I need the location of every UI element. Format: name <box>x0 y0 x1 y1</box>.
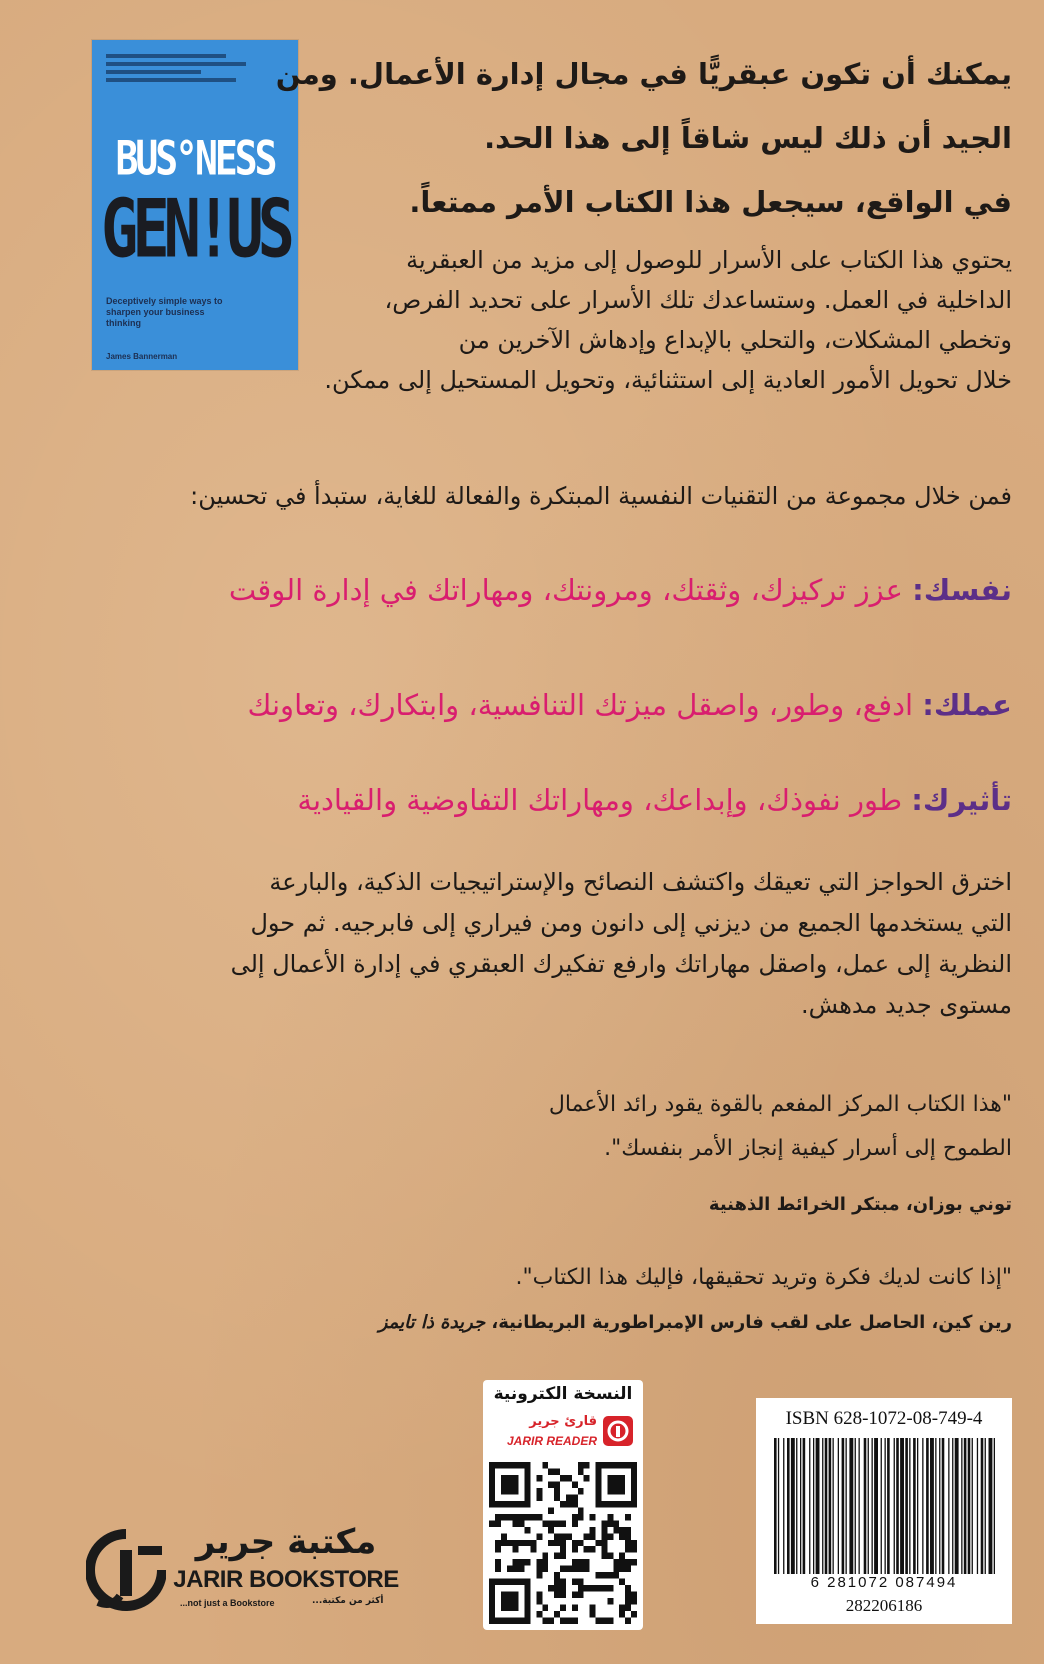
thumbnail-title-genius: GEN!US <box>101 181 289 276</box>
publisher-tagline-ar: ...أكثر من مكتبة <box>312 1596 384 1606</box>
isbn-label: ISBN 628-1072-08-749-4 <box>785 1408 983 1429</box>
publisher-name-latin: JARIR BOOKSTORE <box>173 1566 399 1593</box>
point-impact-label: تأثيرك: <box>911 783 1012 817</box>
secrets-line-1: يحتوي هذا الكتاب على الأسرار للوصول إلى مزيد من العبقرية <box>406 246 1012 274</box>
breakthrough-paragraph <box>52 862 1012 1026</box>
quote-1-line-1: "هذا الكتاب المركز المفعم بالقوة يقود رائد الأعمال <box>548 1092 1012 1117</box>
improve-intro-text: فمن خلال مجموعة من التقنيات النفسية المبتكرة والفعالة للغاية، ستبدأ في تحسين: <box>190 482 1012 510</box>
jarir-reader-logo-icon <box>603 1416 633 1446</box>
thumbnail-fine-print-2 <box>106 62 246 66</box>
quote-1-attribution: توني بوزان، مبتكر الخرائط الذهنية <box>708 1194 1012 1215</box>
breakthrough-line-1: اخترق الحواجز التي تعيقك واكتشف النصائح والإستراتيجيات الذكية، والبارعة <box>269 868 1012 896</box>
point-self-label: نفسك: <box>912 573 1012 607</box>
thumbnail-fine-print-3 <box>106 70 201 74</box>
quote-buzan <box>412 1083 1012 1171</box>
ebook-qr-box <box>483 1380 643 1630</box>
point-work-text: ادفع، وطور، واصقل ميزتك التنافسية، وابتكارك، وتعاونك <box>247 688 914 722</box>
barcode-sub-number: 282206186 <box>845 1596 923 1615</box>
thumbnail-title-business: BUS°NESS <box>115 130 275 186</box>
point-self <box>52 568 1012 612</box>
secrets-line-2: الداخلية في العمل. وستساعدك تلك الأسرار على تحديد الفرص، <box>384 286 1012 314</box>
barcode-digits: 6 281072 087494 <box>810 1574 958 1591</box>
point-self-text: عزز تركيزك، وثقتك، ومرونتك، ومهاراتك في إدارة الوقت <box>228 573 903 607</box>
ebook-title: النسخة الكترونية <box>493 1384 633 1404</box>
quote-2-newspaper: جريدة ذا تايمز <box>378 1312 486 1333</box>
secrets-line-4: خلال تحويل الأمور العادية إلى استثنائية، وتحويل المستحيل إلى ممكن. <box>324 366 1012 394</box>
point-impact-text: طور نفوذك، وإبداعك، ومهاراتك التفاوضية والقيادية <box>297 783 903 817</box>
intro-line-1: يمكنك أن تكون عبقريًّا في مجال إدارة الأعمال. ومن <box>275 57 1012 91</box>
qr-code-icon[interactable] <box>489 1462 637 1624</box>
quote-2-attribution-name: رين كين، الحاصل على لقب فارس الإمبراطورية البريطانية، <box>491 1312 1012 1333</box>
secrets-line-3: وتخطي المشكلات، والتحلي بالإبداع وإدهاش الآخرين من <box>458 326 1012 354</box>
point-work <box>52 683 1012 727</box>
breakthrough-line-4: مستوى جديد مدهش. <box>801 991 1012 1019</box>
quote-kin: "إذا كانت لديك فكرة وتريد تحقيقها، فإليك هذا الكتاب". <box>515 1265 1012 1290</box>
reader-latin-name: JARIR READER <box>506 1434 597 1448</box>
quote-1-line-2: الطموح إلى أسرار كيفية إنجاز الأمر بنفسك". <box>604 1136 1012 1161</box>
thumbnail-subtitle: Deceptively simple ways to sharpen your business thinking <box>106 296 223 328</box>
quote-2-attribution <box>379 1312 1012 1333</box>
intro-line-3: في الواقع، سيجعل هذا الكتاب الأمر ممتعاً. <box>409 185 1012 219</box>
thumbnail-fine-print-4 <box>106 78 236 82</box>
publisher-tagline-en: ...not just a Bookstore <box>180 1598 275 1608</box>
secrets-paragraph <box>167 240 1012 400</box>
reader-arabic-name: قارئ جرير <box>529 1414 597 1429</box>
point-impact <box>52 778 1012 822</box>
thumbnail-fine-print-1 <box>106 54 226 58</box>
publisher-name-arabic: مكتبة جرير <box>195 1522 377 1562</box>
thumbnail-author: James Bannerman <box>106 352 178 361</box>
barcode-icon <box>770 1438 998 1574</box>
intro-block <box>275 42 1012 234</box>
point-work-label: عملك: <box>922 688 1012 722</box>
isbn-barcode-box <box>756 1398 1012 1624</box>
breakthrough-line-2: التي يستخدمها الجميع من ديزني إلى دانون ومن فيراري إلى فابرجيه. ثم حول <box>250 909 1012 937</box>
jarir-logo-icon <box>86 1528 166 1612</box>
intro-line-2: الجيد أن ذلك ليس شاقاً إلى هذا الحد. <box>484 121 1012 155</box>
breakthrough-line-3: النظرية إلى عمل، واصقل مهاراتك وارفع تفكيرك العبقري في إدارة الأعمال إلى <box>230 950 1012 978</box>
